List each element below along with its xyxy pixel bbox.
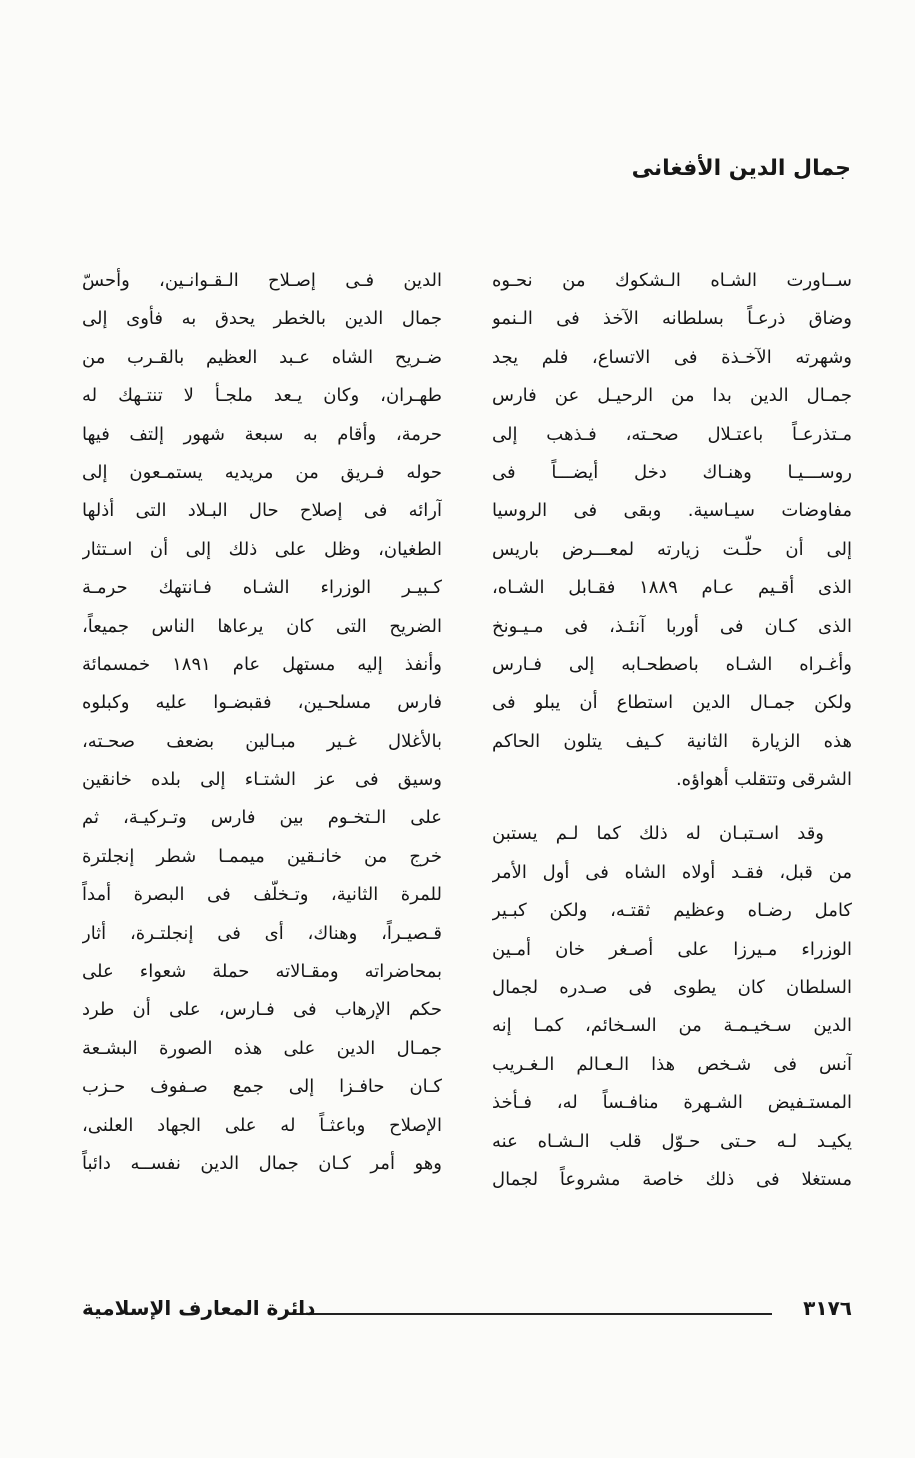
text-line: وأغـراه الشـاه باصطحـابه إلى فـارس (492, 653, 852, 675)
right-text-column (492, 262, 852, 1199)
text-line: الشرقى وتتقلب أهواؤه. (675, 769, 852, 791)
running-header-title: جمال الدين الأفغانى (631, 156, 851, 181)
text-line: الذى كـان فى أوربا آنئـذ، فى مـيـونخ (492, 615, 852, 637)
text-line: كـبيـر الوزراء الشـاه فـانتهك حرمـة (82, 577, 442, 599)
text-line: مـتذرعـاً باعتـلال صحـته، فـذهب إلى (492, 423, 852, 445)
paragraph-gap (492, 799, 852, 815)
paragraph (492, 815, 852, 1199)
text-line: ولكن جمـال الدين استطاع أن يبلو فى (492, 692, 852, 714)
text-line: ســاورت الشـاه الـشكوك من نحـوه (492, 270, 852, 291)
text-line: وشهرته الآخـذة فى الاتساع، فلم يجد (492, 346, 852, 368)
text-line: وضاق ذرعـاً بسلطانه الآخذ فى الـنمو (492, 308, 852, 330)
text-line: الإصلاح وباعثـاً له على الجهاد العلنى، (82, 1114, 442, 1136)
text-line: الدين سـخيـمـة من السـخائم، كمـا إنه (492, 1015, 852, 1037)
text-line: وسيق فى عز الشتـاء إلى بلده خانقين (82, 769, 442, 791)
text-line: جمـال الدين على هذه الصورة البشـعة (82, 1037, 442, 1059)
text-line: آنس فى شـخص هذا الـعـالم الـغـريب (492, 1053, 852, 1075)
text-line: الضريح التى كان يرعاها الناس جميعاً، (82, 615, 442, 637)
footer-divider (290, 1313, 772, 1315)
page-footer (82, 1296, 852, 1326)
text-line: حرمة، وأقام به سبعة شهور إلتف فيها (82, 423, 442, 445)
text-line: للمرة الثانية، وتـخلّف فى البصرة أمداً (82, 884, 442, 906)
text-line: كـان حافـزا إلى جمع صـفوف حـزب (82, 1076, 442, 1098)
text-line: بالأغلال غـير مبـالين بضعف صحـته، (82, 730, 442, 752)
paragraph (492, 262, 852, 799)
text-line: جمـال الدين بدا من الرحيـل عن فارس (492, 385, 852, 407)
text-line: بمحاضراته ومقـالاته حملة شعواء على (82, 961, 442, 983)
text-line: خرج من خانـقين ميممـا شطر إنجلترة (82, 845, 442, 867)
text-line: السلطان كان يطوى فى صـدره لجمال (492, 977, 852, 999)
text-line: كامل رضـاه وعظيم ثقتـه، ولكن كبـير (492, 900, 852, 922)
text-line: الطغيان، وظل على ذلك إلى أن اسـتثار (82, 538, 442, 560)
publication-title: دائرة المعارف الإسلامية (82, 1296, 316, 1320)
text-line: المستـفيض الشـهرة منافـساً له، فـأخذ (492, 1092, 852, 1114)
left-text-column (82, 262, 442, 1183)
text-line: مستغلا فى ذلك خاصة مشروعاً لجمال (492, 1168, 852, 1190)
text-line: روســـيـا وهنـاك دخل أيضـــاً فى (492, 461, 852, 483)
text-line: حوله فـريق من مريديه يستمـعون إلى (82, 461, 442, 483)
text-line: جمال الدين بالخطر يحدق به فأوى إلى (82, 308, 442, 330)
text-line: الدين فـى إصـلاح الـقـوانـين، وأحسّ (82, 270, 442, 291)
page-number: ٣١٧٦ (803, 1296, 852, 1320)
text-line: آرائه فى إصلاح حال البـلاد التى أذلها (82, 500, 442, 522)
text-line: على الـتخـوم بين فارس وتـركيـة، ثم (82, 807, 442, 829)
text-line: يكيـد لـه حـتى حـوّل قلب الـشـاه عنه (492, 1130, 852, 1152)
text-line: قـصيـراً، وهناك، أى فى إنجلتـرة، أثار (82, 922, 442, 944)
text-line: وأنفذ إليه مستهل عام ١٨٩١ خمسمائة (82, 653, 442, 675)
text-line: طهـران، وكان يـعد ملجـأ لا تنتـهك له (82, 385, 442, 407)
text-line: إلى أن حلّـت زيارته لمعـــرض باريس (492, 538, 852, 560)
text-line: فارس مسلحـين، فقبضـوا عليه وكبلوه (82, 692, 442, 714)
text-line: الوزراء مـيرزا على أصـغر خان أمـين (492, 938, 852, 960)
text-line: وقد اسـتبـان له ذلك كما لـم يستبن (492, 823, 824, 845)
text-line: ضـريح الشاه عـبد العظيم بالقـرب من (82, 346, 442, 368)
text-line: حكم الإرهاب فى فـارس، على أن طرد (82, 999, 442, 1021)
text-line: الذى أقـيم عـام ١٨٨٩ فقـابل الشـاه، (492, 577, 852, 599)
text-line: وهو أمر كـان جمال الدين نفســه دائباً (82, 1152, 442, 1174)
text-line: من قبل، فقـد أولاه الشاه فى أول الأمر (492, 861, 852, 883)
text-line: هذه الزيارة الثانية كـيف يتلون الحاكم (492, 730, 852, 752)
paragraph (82, 262, 442, 1183)
text-line: مفاوضات سيـاسية. وبقى فى الروسيا (492, 500, 852, 522)
